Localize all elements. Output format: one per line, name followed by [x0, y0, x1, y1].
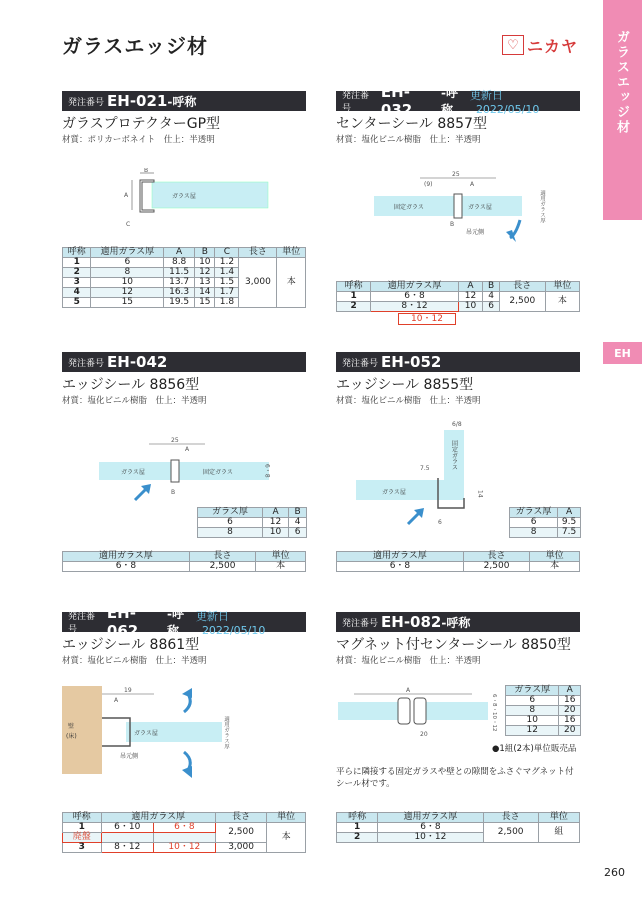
- cell: 14: [195, 288, 215, 298]
- cell: 5: [63, 298, 91, 308]
- th: ガラス厚: [506, 686, 559, 696]
- svg-text:A: A: [124, 192, 129, 199]
- cell: 6・8: [371, 292, 458, 302]
- cell: 2: [63, 268, 91, 278]
- eh021-glass-label: ガラス屋: [172, 193, 196, 200]
- table-row: [337, 292, 580, 302]
- cell: 20: [559, 726, 581, 736]
- eh042-code: EH-042: [107, 353, 168, 371]
- svg-text:(床): (床): [66, 733, 77, 740]
- eh052-diagram: [352, 418, 502, 530]
- table-row: [506, 726, 581, 736]
- page-title: ガラスエッジ材: [62, 34, 208, 58]
- section-eh082: [336, 612, 580, 666]
- svg-text:A: A: [406, 687, 411, 694]
- table-row: [63, 258, 306, 268]
- cell: 4: [63, 288, 91, 298]
- table-row: [337, 823, 580, 833]
- order-label: 発注番号: [68, 358, 105, 369]
- th: 単位: [277, 248, 306, 258]
- cell: 6・10: [101, 823, 153, 833]
- eh062-suffix: -呼称: [167, 607, 185, 638]
- cell: 12: [262, 518, 288, 528]
- eh082-unit: 組: [538, 823, 579, 843]
- eh021-header: [62, 91, 306, 111]
- eh032-diagram: [370, 168, 560, 244]
- th: 単位: [530, 552, 580, 562]
- cell: 10・12: [378, 833, 483, 843]
- cell: 12: [506, 726, 559, 736]
- dim-b: B: [450, 221, 455, 228]
- cell: [101, 833, 153, 843]
- cell: 4: [289, 518, 307, 528]
- section-eh021: [62, 91, 306, 145]
- eh052-table: [336, 551, 580, 572]
- cell: 10: [262, 528, 288, 538]
- page-number: 260: [604, 866, 625, 879]
- eh062-material: 材質：塩化ビニル樹脂 仕上：半透明: [62, 656, 207, 666]
- eh032-unit: 本: [545, 292, 579, 312]
- cell: 1: [63, 823, 102, 833]
- cell: 6・8: [63, 562, 190, 572]
- applicable-glass-vert: 適用ガラス厚: [223, 716, 229, 749]
- eh062-length: 2,500: [215, 823, 267, 843]
- glass-label: ガラス屋: [134, 730, 158, 737]
- hanging-side-label: 吊元側: [466, 229, 485, 236]
- dim-left: 7.5: [420, 465, 430, 472]
- eh032-material: 材質：塩化ビニル樹脂 仕上：半透明: [336, 135, 481, 145]
- th: 適用ガラス厚: [101, 813, 215, 823]
- eh082-table: [336, 812, 580, 843]
- cell: 3: [63, 843, 102, 853]
- order-label: 発注番号: [68, 612, 96, 635]
- th: 長さ: [463, 552, 529, 562]
- table-row: [506, 696, 581, 706]
- cell: 3,000: [215, 843, 267, 853]
- eh082-description: 平らに隣接する固定ガラスや壁との隙間をふさぐマグネット付シール材です。: [336, 767, 574, 789]
- eh052-header: [336, 352, 580, 372]
- fixed-glass-label: 固定ガラス: [394, 204, 424, 211]
- eh082-code: EH-082: [381, 613, 442, 631]
- order-label: 発注番号: [342, 618, 379, 629]
- cell: 6: [91, 258, 164, 268]
- dim-20: 20: [420, 731, 428, 738]
- th: 長さ: [215, 813, 267, 823]
- dim-bottom: 6: [438, 519, 442, 526]
- logo-text: ニカヤ: [527, 36, 579, 56]
- eh082-subtable: [505, 685, 581, 736]
- svg-text:壁: 壁: [68, 723, 75, 730]
- dim-h: 6・8: [263, 464, 271, 478]
- dim-h: 6・8・10・12: [491, 694, 497, 732]
- th: 呼称: [337, 282, 371, 292]
- eh032-suffix: -呼称: [441, 86, 459, 117]
- side-tab-label: ガラスエッジ材: [614, 30, 629, 135]
- cell: 4: [483, 292, 500, 302]
- eh021-unit: 本: [277, 258, 306, 308]
- cell: 本: [256, 562, 306, 572]
- cell: 本: [530, 562, 580, 572]
- table-row: [198, 528, 307, 538]
- eh082-length: 2,500: [483, 823, 538, 843]
- cell: 8: [198, 528, 263, 538]
- eh-index-tab[interactable]: EH: [603, 342, 642, 364]
- cell: 13.7: [164, 278, 195, 288]
- eh032-new-thickness: 10・12: [398, 313, 456, 325]
- th: B: [289, 508, 307, 518]
- eh062-diagram: [62, 684, 252, 784]
- th: ガラス厚: [198, 508, 263, 518]
- th: 単位: [256, 552, 306, 562]
- section-eh062: [62, 604, 306, 666]
- swing-arrow-up-icon: [182, 688, 192, 698]
- cell: 12: [458, 292, 483, 302]
- cell: 2,500: [189, 562, 255, 572]
- th: B: [483, 282, 500, 292]
- eh021-suffix: -呼称: [167, 94, 197, 109]
- th: 呼称: [63, 248, 91, 258]
- eh082-material: 材質：塩化ビニル樹脂 仕上：半透明: [336, 656, 481, 666]
- eh021-table: [62, 247, 306, 308]
- th: 適用ガラス厚: [371, 282, 458, 292]
- fixed-glass-vert: 固定ガラス: [450, 440, 458, 470]
- cell: 1.4: [215, 268, 239, 278]
- eh082-suffix: -呼称: [441, 615, 471, 630]
- cell: 6・8: [153, 823, 215, 833]
- cell: 19.5: [164, 298, 195, 308]
- cell: 1.8: [215, 298, 239, 308]
- svg-text:A: A: [114, 697, 119, 704]
- cell: 12: [195, 268, 215, 278]
- cell: 10: [458, 302, 483, 312]
- eh032-table: [336, 281, 580, 312]
- side-category-tab[interactable]: [603, 0, 642, 220]
- th: 適用ガラス厚: [337, 552, 464, 562]
- cell: 8・12: [371, 302, 458, 312]
- cell: 8: [510, 528, 558, 538]
- cell: 11.5: [164, 268, 195, 278]
- th: C: [215, 248, 239, 258]
- order-label: 発注番号: [342, 91, 370, 114]
- eh032-update: [470, 87, 572, 116]
- table-row: [63, 562, 306, 572]
- update-date: 2022/05/10: [201, 623, 266, 637]
- eh082-name: マグネット付センターシール 8850型: [336, 637, 571, 653]
- cell: 13: [195, 278, 215, 288]
- cell: 7.5: [558, 528, 581, 538]
- cell: 3: [63, 278, 91, 288]
- eh052-subtable: [509, 507, 581, 538]
- cell: 6: [198, 518, 263, 528]
- section-eh032: [336, 83, 580, 145]
- cell: 10・12: [153, 843, 215, 853]
- table-row: [198, 518, 307, 528]
- th: A: [458, 282, 483, 292]
- cell: 6: [506, 696, 559, 706]
- cell: 1.7: [215, 288, 239, 298]
- eh042-name: エッジシール 8856型: [62, 377, 200, 393]
- cell: 8.8: [164, 258, 195, 268]
- cell: 2: [337, 302, 371, 312]
- eh062-header: [62, 604, 306, 640]
- order-label: 発注番号: [342, 358, 379, 369]
- update-label: 更新日: [469, 88, 503, 102]
- cell: 16.3: [164, 288, 195, 298]
- table-row: [506, 716, 581, 726]
- svg-text:C: C: [126, 221, 131, 228]
- hanging-side-label: 吊元側: [120, 753, 139, 760]
- th: 呼称: [337, 813, 378, 823]
- eh052-name: エッジシール 8855型: [336, 377, 474, 393]
- th: 長さ: [189, 552, 255, 562]
- section-eh042: [62, 352, 306, 406]
- eh082-header: [336, 612, 580, 632]
- cell: 6: [483, 302, 500, 312]
- eh082-diagram: [336, 684, 506, 744]
- swing-arrow-down-icon: [182, 766, 192, 778]
- table-row: [506, 706, 581, 716]
- cell: 16: [559, 716, 581, 726]
- dim-9: (9): [424, 181, 433, 188]
- th: 長さ: [483, 813, 538, 823]
- brand-logo: [502, 34, 582, 56]
- cell: 6・8: [378, 823, 483, 833]
- eh021-material: 材質：ポリカーボネイト 仕上：半透明: [62, 135, 215, 145]
- th: 適用ガラス厚: [63, 552, 190, 562]
- cell: 8・12: [101, 843, 153, 853]
- glass-label: ガラス屋: [121, 469, 145, 476]
- cell: 1.2: [215, 258, 239, 268]
- cell: 6・8: [337, 562, 464, 572]
- cell: 1: [337, 292, 371, 302]
- cell: 20: [559, 706, 581, 716]
- dim-25: 25: [171, 437, 179, 444]
- dim-right: 14: [476, 490, 484, 498]
- cell: 9.5: [558, 518, 581, 528]
- cell: 6: [510, 518, 558, 528]
- th: 長さ: [499, 282, 545, 292]
- discontinued-badge: 廃盤: [63, 833, 102, 843]
- table-row: [63, 823, 306, 833]
- cell: 2: [337, 833, 378, 843]
- eh052-material: 材質：塩化ビニル樹脂 仕上：半透明: [336, 396, 481, 406]
- update-date: 2022/05/10: [475, 102, 540, 116]
- th: B: [195, 248, 215, 258]
- eh062-unit: 本: [267, 823, 306, 853]
- eh062-table: [62, 812, 306, 853]
- order-label: 発注番号: [68, 97, 105, 108]
- eh082-sale-note: ●1組(2本)単位販売品: [492, 744, 577, 754]
- th: 単位: [538, 813, 579, 823]
- th: A: [558, 508, 581, 518]
- eh032-code: EH-032: [380, 83, 413, 119]
- th: 単位: [267, 813, 306, 823]
- th: 適用ガラス厚: [378, 813, 483, 823]
- th: A: [559, 686, 581, 696]
- th: 単位: [545, 282, 579, 292]
- eh052-code: EH-052: [381, 353, 442, 371]
- dim-top: 6/8: [452, 421, 462, 428]
- cell: 10: [91, 278, 164, 288]
- svg-text:B: B: [171, 489, 176, 496]
- cell: [153, 833, 215, 843]
- eh042-diagram: [95, 434, 280, 504]
- eh062-code: EH-062: [106, 604, 139, 640]
- cell: 15: [195, 298, 215, 308]
- dim-19: 19: [124, 687, 132, 694]
- th: ガラス厚: [510, 508, 558, 518]
- section-eh052: [336, 352, 580, 406]
- eh021-code: EH-021: [107, 92, 168, 110]
- cell: 1: [63, 258, 91, 268]
- eh062-name: エッジシール 8861型: [62, 637, 200, 653]
- eh032-length: 2,500: [499, 292, 545, 312]
- table-row: [510, 528, 581, 538]
- cell: 12: [91, 288, 164, 298]
- eh042-header: [62, 352, 306, 372]
- dim-25: 25: [452, 171, 460, 178]
- th: 長さ: [239, 248, 277, 258]
- cell: 16: [559, 696, 581, 706]
- cell: 1: [337, 823, 378, 833]
- eh032-name: センターシール 8857型: [336, 116, 487, 132]
- applicable-glass-vert: 適用ガラス厚: [539, 190, 545, 223]
- eh062-update: [196, 608, 298, 637]
- cell: 10: [195, 258, 215, 268]
- th: 呼称: [63, 813, 102, 823]
- svg-text:B: B: [144, 168, 149, 174]
- eh021-length: 3,000: [239, 258, 277, 308]
- eh042-table: [62, 551, 306, 572]
- glass-label: ガラス屋: [382, 489, 406, 496]
- cell: 6: [289, 528, 307, 538]
- heart-logo-icon: ♡: [502, 35, 524, 55]
- cell: 1.5: [215, 278, 239, 288]
- cell: 2,500: [463, 562, 529, 572]
- cell: 10: [506, 716, 559, 726]
- th: 適用ガラス厚: [91, 248, 164, 258]
- update-label: 更新日: [195, 609, 229, 623]
- dim-a: A: [470, 181, 475, 188]
- eh032-header: [336, 83, 580, 119]
- cell: 15: [91, 298, 164, 308]
- eh042-material: 材質：塩化ビニル樹脂 仕上：半透明: [62, 396, 207, 406]
- table-row: [337, 562, 580, 572]
- eh042-subtable: [197, 507, 307, 538]
- eh021-diagram: [110, 168, 270, 228]
- th: A: [164, 248, 195, 258]
- svg-text:A: A: [185, 446, 190, 453]
- table-row: [510, 518, 581, 528]
- th: A: [262, 508, 288, 518]
- eh021-name: ガラスプロテクターGP型: [62, 116, 221, 132]
- glass-label: ガラス屋: [468, 204, 492, 211]
- cell: 8: [506, 706, 559, 716]
- cell: 8: [91, 268, 164, 278]
- fixed-glass-label: 固定ガラス: [203, 469, 233, 476]
